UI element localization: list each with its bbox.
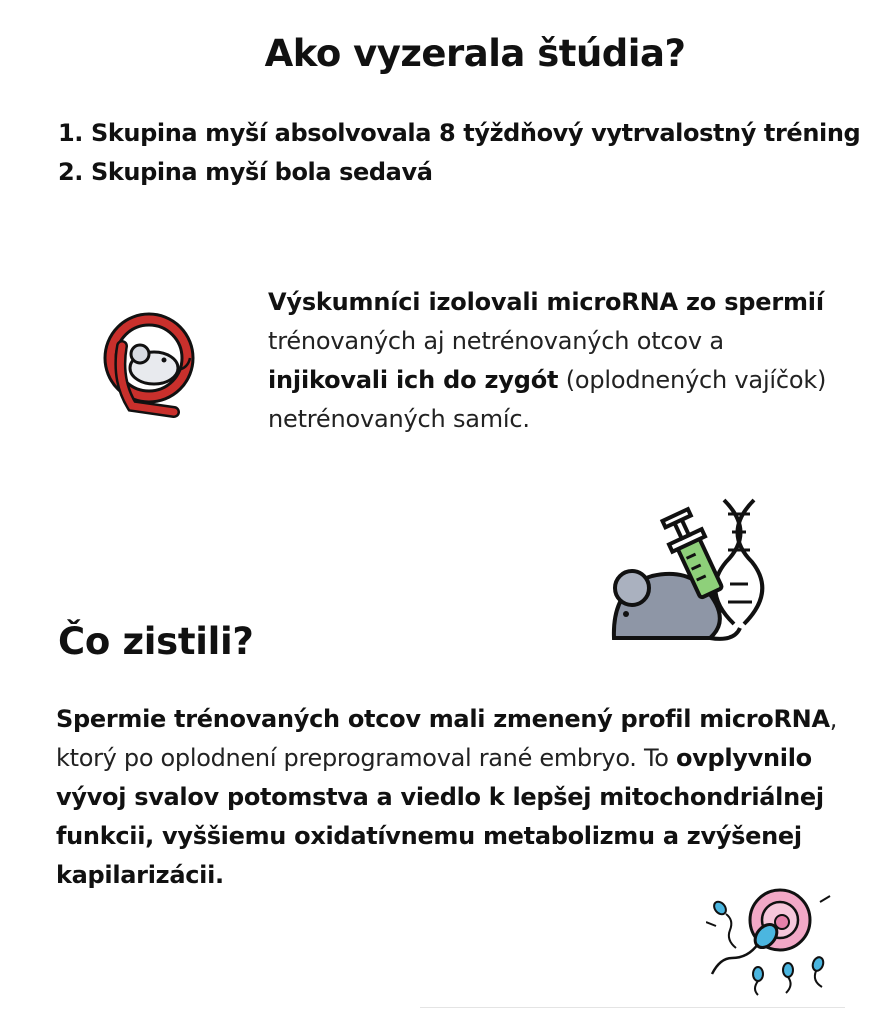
method-bold-2: injikovali ich do zygót bbox=[268, 366, 559, 394]
findings-bold-2: ovplyvnilo vývoj svalov potomstva a viedlo k lepšej mitochondriálnej funkcii, vyššiemu oxidatívnemu metabolizmu a zvýšenej kapilarizácii. bbox=[56, 744, 824, 889]
mouse-in-wheel-icon bbox=[92, 300, 202, 422]
mouse-syringe-dna-icon bbox=[606, 492, 766, 644]
findings-heading: Čo zistili? bbox=[58, 620, 254, 663]
method-text-1: trénovaných aj netrénovaných otcov a bbox=[268, 327, 724, 355]
findings-paragraph bbox=[56, 700, 876, 895]
sperm-egg-icon bbox=[706, 882, 836, 1000]
study-group-2: 2. Skupina myší bola sedavá bbox=[58, 158, 433, 186]
bottom-divider bbox=[420, 1007, 845, 1008]
method-text-2: (oplodnených vajíčok) netrénovaných samíc. bbox=[268, 366, 827, 433]
findings-bold-1: Spermie trénovaných otcov mali zmenený profil microRNA bbox=[56, 705, 830, 733]
study-group-1: 1. Skupina myší absolvovala 8 týždňový vytrvalostný tréning bbox=[58, 119, 861, 147]
method-paragraph bbox=[268, 283, 858, 439]
method-bold-1: Výskumníci izolovali microRNA zo spermií bbox=[268, 288, 824, 316]
page-title: Ako vyzerala štúdia? bbox=[264, 32, 686, 75]
findings-text-1: , ktorý po oplodnení preprogramoval rané embryo. To bbox=[56, 705, 838, 772]
